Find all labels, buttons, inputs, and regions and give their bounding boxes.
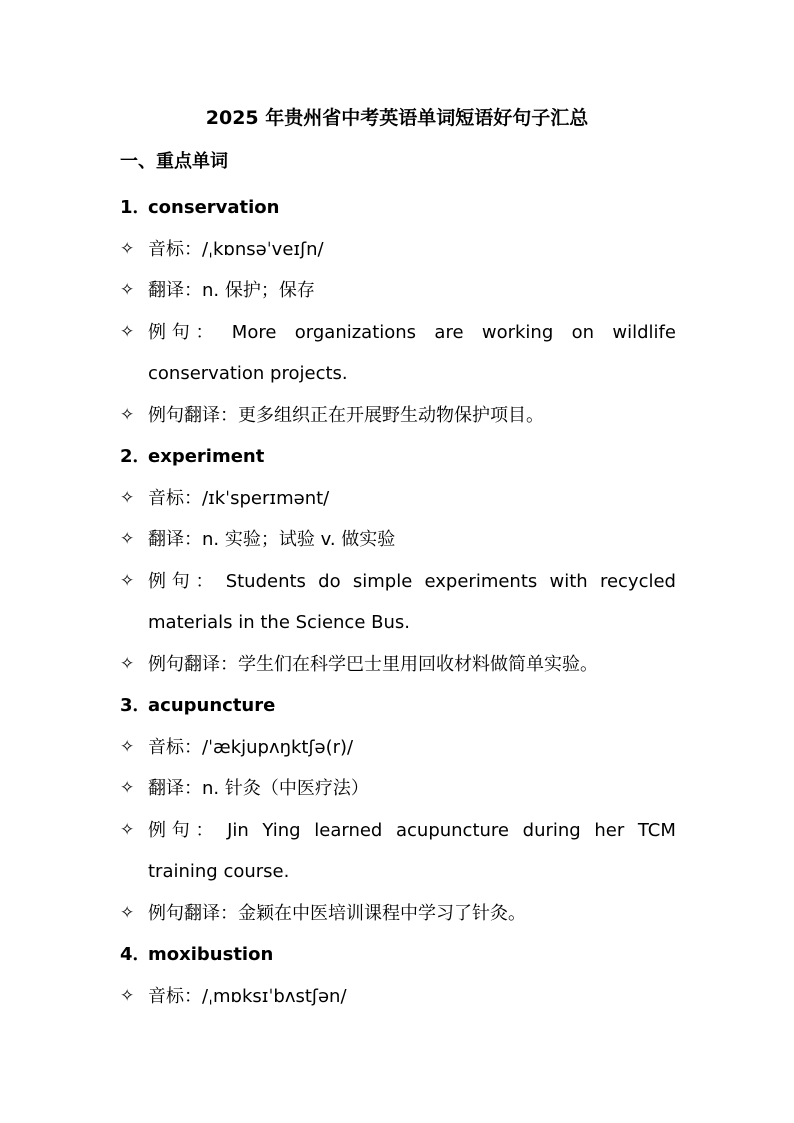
example-translation-label: 例句翻译： [148,653,238,675]
phonetic-label: 音标： [148,487,202,509]
diamond-bullet-icon: ✧ [120,902,135,923]
word-number: 4． [120,944,151,965]
diamond-bullet-icon: ✧ [120,280,135,300]
word-term: conservation [148,197,280,218]
diamond-bullet-icon: ✧ [120,321,135,342]
word-number: 3． [120,695,151,716]
phonetic-line [120,478,676,520]
example-label: 例 句 ： [148,819,214,841]
example-line-2: materials in the Science Bus. [148,612,410,633]
document-title: 2025 年贵州省中考英语单词短语好句子汇总 [205,107,589,129]
phonetic-value: /ˌmɒksɪˈbʌstʃən/ [202,985,347,1007]
example-word: acupuncture [395,819,510,841]
diamond-bullet-icon: ✧ [120,487,135,508]
example-translation-line [120,395,676,437]
phonetic-line [120,229,676,271]
example-word: experiments [424,570,538,592]
word-number: 1． [120,197,151,218]
translation-line [120,270,676,312]
diamond-bullet-icon: ✧ [120,529,135,549]
example-word: on [571,321,595,343]
example-word: Jin [227,819,249,841]
example-sentence [120,312,676,395]
example-word: working [481,321,554,343]
example-word: with [549,570,588,592]
diamond-bullet-icon: ✧ [120,778,135,798]
example-word: her [594,819,625,841]
translation-line [120,768,676,810]
phonetic-line [120,976,676,1018]
word-entry-heading [120,934,676,976]
example-word: recycled [599,570,676,592]
translation-value: n. 保护；保存 [202,280,315,301]
example-line-1 [148,561,676,603]
phonetic-value: /ˈækjupʌŋktʃə(r)/ [202,736,354,758]
phonetic-label: 音标： [148,736,202,758]
word-number: 2． [120,446,151,467]
word-term: experiment [148,446,265,467]
example-translation-value: 金颖在中医培训课程中学习了针灸。 [238,902,526,924]
example-word: do [318,570,341,592]
translation-value: n. 实验；试验 v. 做实验 [202,529,396,550]
example-word: TCM [637,819,676,841]
example-translation-label: 例句翻译： [148,404,238,426]
example-word: simple [352,570,413,592]
example-word: learned [314,819,383,841]
translation-value: n. 针灸（中医疗法） [202,778,369,799]
example-label: 例 句 ： [148,570,214,592]
diamond-bullet-icon: ✧ [120,238,135,259]
phonetic-line [120,727,676,769]
phonetic-value: /ˌkɒnsəˈveɪʃn/ [202,238,324,260]
example-word: Ying [262,819,301,841]
example-translation-label: 例句翻译： [148,902,238,924]
example-translation-value: 更多组织正在开展野生动物保护项目。 [238,404,544,426]
word-entry-heading [120,685,676,727]
section-heading: 一、重点单词 [120,151,228,172]
example-word: during [522,819,581,841]
example-word: Students [225,570,306,592]
example-line-1 [148,312,676,354]
diamond-bullet-icon: ✧ [120,736,135,757]
example-label: 例 句 ： [148,321,214,343]
example-translation-line [120,893,676,935]
example-line-2: conservation projects. [148,363,348,384]
example-line-1 [148,810,676,852]
phonetic-value: /ɪkˈsperɪmənt/ [202,487,330,509]
example-word: are [434,321,464,343]
diamond-bullet-icon: ✧ [120,570,135,591]
diamond-bullet-icon: ✧ [120,985,135,1006]
phonetic-label: 音标： [148,985,202,1007]
example-line-2: training course. [148,861,290,882]
example-translation-line [120,644,676,686]
diamond-bullet-icon: ✧ [120,819,135,840]
word-list [120,187,676,1017]
translation-label: 翻译： [148,529,202,550]
translation-line [120,519,676,561]
example-word: wildlife [612,321,676,343]
example-sentence [120,561,676,644]
phonetic-label: 音标： [148,238,202,260]
word-entry-heading [120,187,676,229]
example-word: More [231,321,277,343]
diamond-bullet-icon: ✧ [120,404,135,425]
example-sentence [120,810,676,893]
translation-label: 翻译： [148,778,202,799]
example-translation-value: 学生们在科学巴士里用回收材料做简单实验。 [238,653,598,675]
word-term: moxibustion [148,944,274,965]
example-word: organizations [294,321,417,343]
diamond-bullet-icon: ✧ [120,653,135,674]
translation-label: 翻译： [148,280,202,301]
word-term: acupuncture [148,695,276,716]
word-entry-heading [120,436,676,478]
